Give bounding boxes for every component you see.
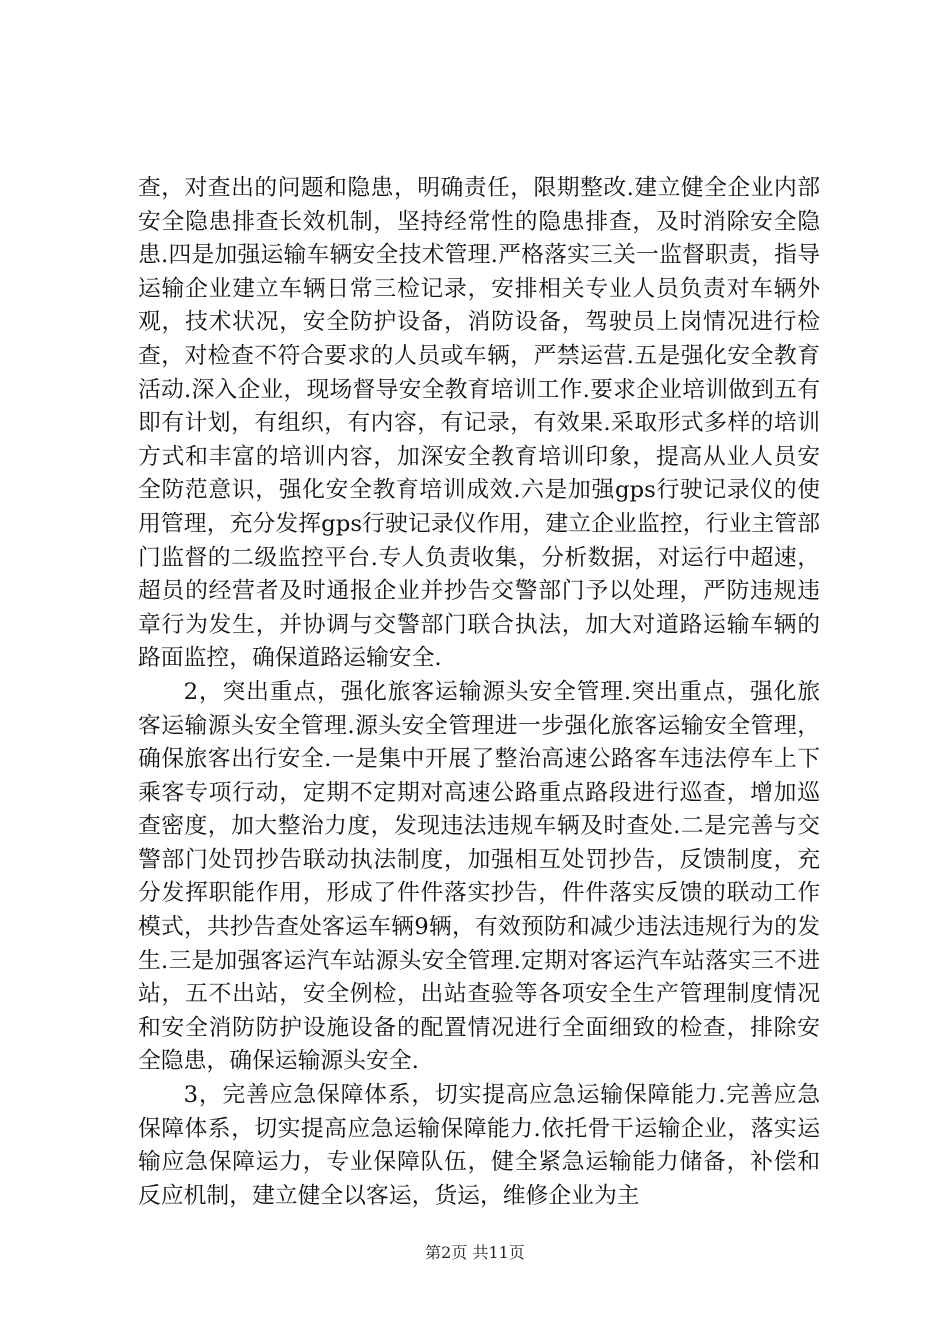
paragraph-continued: 查，对查出的问题和隐患，明确责任，限期整改.建立健全企业内部安全隐患排查长效机制，坚持经常性的隐患排查，及时消除安全隐患.四是加强运输车辆安全技术管理.严格落实三关一监督职责，指导运输企业建立车辆日常三检记录，安排相关专业人员负责对车辆外观，技术状况，安全防护设备，消防设备，驾驶员上岗情况进行检查，对检查不符合要求的人员或车辆，严禁运营.五是强化安全教育活动.深入企业，现场督导安全教育培训工作.要求企业培训做到五有即有计划，有组织，有内容，有记录，有效果.采取形式多样的培训方式和丰富的培训内容，加深安全教育培训印象，提高从业人员安全防范意识，强化安全教育培训成效.六是加强gps行驶记录仪的使用管理，充分发挥gps行驶记录仪作用，建立企业监控，行业主管部门监督的二级监控平台.专人负责收集，分析数据，对运行中超速，超员的经营者及时通报企业并抄告交警部门予以处理，严防违规违章行为发生，并协调与交警部门联合执法，加大对道路运输车辆的路面监控，确保道路运输安全. xyxy=(138,175,820,672)
paragraph-section-3: 3，完善应急保障体系，切实提高应急运输保障能力.完善应急保障体系，切实提高应急运输保障能力.依托骨干运输企业，落实运输应急保障运力，专业保障队伍，健全紧急运输能力储备，补偿和反应机制，建立健全以客运，货运，维修企业为主 xyxy=(138,1082,820,1209)
page-number-footer: 第2页 共11页 xyxy=(425,1243,525,1262)
paragraph-section-2: 2，突出重点，强化旅客运输源头安全管理.突出重点，强化旅客运输源头安全管理.源头安全管理进一步强化旅客运输安全管理，确保旅客出行安全.一是集中开展了整治高速公路客车违法停车上下乘客专项行动，定期不定期对高速公路重点路段进行巡查，增加巡查密度，加大整治力度，发现违法违规车辆及时查处.二是完善与交警部门处罚抄告联动执法制度，加强相互处罚抄告，反馈制度，充分发挥职能作用，形成了件件落实抄告，件件落实反馈的联动工作模式，共抄告查处客运车辆9辆，有效预防和减少违法违规行为的发生.三是加强客运汽车站源头安全管理.定期对客运汽车站落实三不进站，五不出站，安全例检，出站查验等各项安全生产管理制度情况和安全消防防护设施设备的配置情况进行全面细致的检查，排除安全隐患，确保运输源头安全. xyxy=(138,678,820,1075)
document-body xyxy=(138,172,820,1213)
